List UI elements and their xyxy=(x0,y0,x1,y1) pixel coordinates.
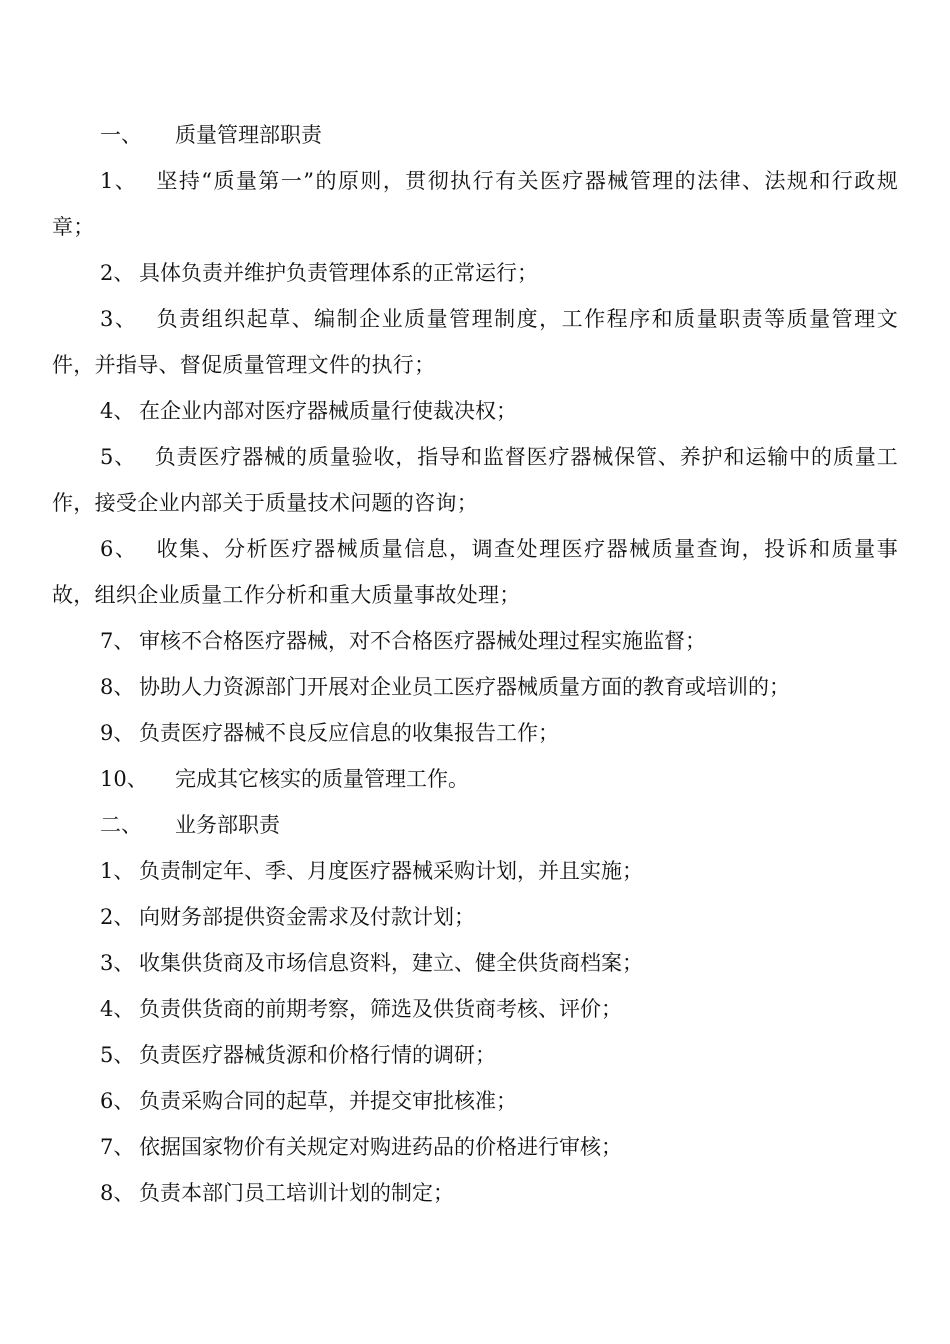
item-number: 3、 xyxy=(100,307,138,331)
item-number: 6、 xyxy=(100,537,138,561)
list-item xyxy=(52,940,898,986)
list-item xyxy=(52,296,898,388)
item-text: 负责组织起草、编制企业质量管理制度，工作程序和质量职责等质量管理文件，并指导、督促质量管理文件的执行； xyxy=(52,307,898,377)
section-number: 一、 xyxy=(100,123,142,147)
item-text: 审核不合格医疗器械，对不合格医疗器械处理过程实施监督； xyxy=(139,629,706,653)
section-number: 二、 xyxy=(100,813,142,837)
item-text: 向财务部提供资金需求及付款计划； xyxy=(139,905,475,929)
list-item xyxy=(52,710,898,756)
item-text: 收集供货商及市场信息资料，建立、健全供货商档案； xyxy=(139,951,643,975)
item-text: 负责供货商的前期考察，筛选及供货商考核、评价； xyxy=(139,997,622,1021)
list-item xyxy=(52,664,898,710)
item-text: 收集、分析医疗器械质量信息，调查处理医疗器械质量查询，投诉和质量事故，组织企业质量工作分析和重大质量事故处理； xyxy=(52,537,898,607)
item-number: 8、 xyxy=(100,675,135,699)
list-item xyxy=(52,894,898,940)
item-text: 具体负责并维护负责管理体系的正常运行； xyxy=(139,261,538,285)
item-number: 1、 xyxy=(100,169,138,193)
item-number: 7、 xyxy=(100,1135,135,1159)
item-number: 10、 xyxy=(100,767,148,791)
document-body xyxy=(52,112,898,1216)
section-title: 业务部职责 xyxy=(175,813,280,837)
item-number: 8、 xyxy=(100,1181,135,1205)
list-item xyxy=(52,1124,898,1170)
item-text: 完成其它核实的质量管理工作。 xyxy=(175,767,469,791)
item-text: 坚持“质量第一”的原则，贯彻执行有关医疗器械管理的法律、法规和行政规章； xyxy=(52,169,898,239)
list-item xyxy=(52,250,898,296)
item-number: 4、 xyxy=(100,399,135,423)
item-text: 协助人力资源部门开展对企业员工医疗器械质量方面的教育或培训的； xyxy=(139,675,790,699)
item-text: 负责医疗器械的质量验收，指导和监督医疗器械保管、养护和运输中的质量工作，接受企业内部关于质量技术问题的咨询； xyxy=(52,445,898,515)
item-number: 9、 xyxy=(100,721,135,745)
section-heading xyxy=(52,802,898,848)
item-number: 3、 xyxy=(100,951,135,975)
item-text: 负责采购合同的起草，并提交审批核准； xyxy=(139,1089,517,1113)
item-text: 负责制定年、季、月度医疗器械采购计划，并且实施； xyxy=(139,859,643,883)
item-text: 在企业内部对医疗器械质量行使裁决权； xyxy=(139,399,517,423)
item-number: 6、 xyxy=(100,1089,135,1113)
list-item xyxy=(52,1032,898,1078)
item-text: 负责本部门员工培训计划的制定； xyxy=(139,1181,454,1205)
list-item xyxy=(52,526,898,618)
item-number: 5、 xyxy=(100,1043,135,1067)
list-item xyxy=(52,618,898,664)
list-item xyxy=(52,434,898,526)
list-item xyxy=(52,1078,898,1124)
item-text: 负责医疗器械不良反应信息的收集报告工作； xyxy=(139,721,559,745)
item-number: 7、 xyxy=(100,629,135,653)
list-item xyxy=(52,756,898,802)
item-number: 1、 xyxy=(100,859,135,883)
item-number: 5、 xyxy=(100,445,137,469)
list-item xyxy=(52,1170,898,1216)
item-number: 4、 xyxy=(100,997,135,1021)
item-number: 2、 xyxy=(100,905,135,929)
item-text: 负责医疗器械货源和价格行情的调研； xyxy=(139,1043,496,1067)
list-item xyxy=(52,986,898,1032)
list-item xyxy=(52,388,898,434)
list-item xyxy=(52,848,898,894)
list-item xyxy=(52,158,898,250)
section-title: 质量管理部职责 xyxy=(175,123,322,147)
item-number: 2、 xyxy=(100,261,135,285)
item-text: 依据国家物价有关规定对购进药品的价格进行审核； xyxy=(139,1135,622,1159)
section-heading xyxy=(52,112,898,158)
